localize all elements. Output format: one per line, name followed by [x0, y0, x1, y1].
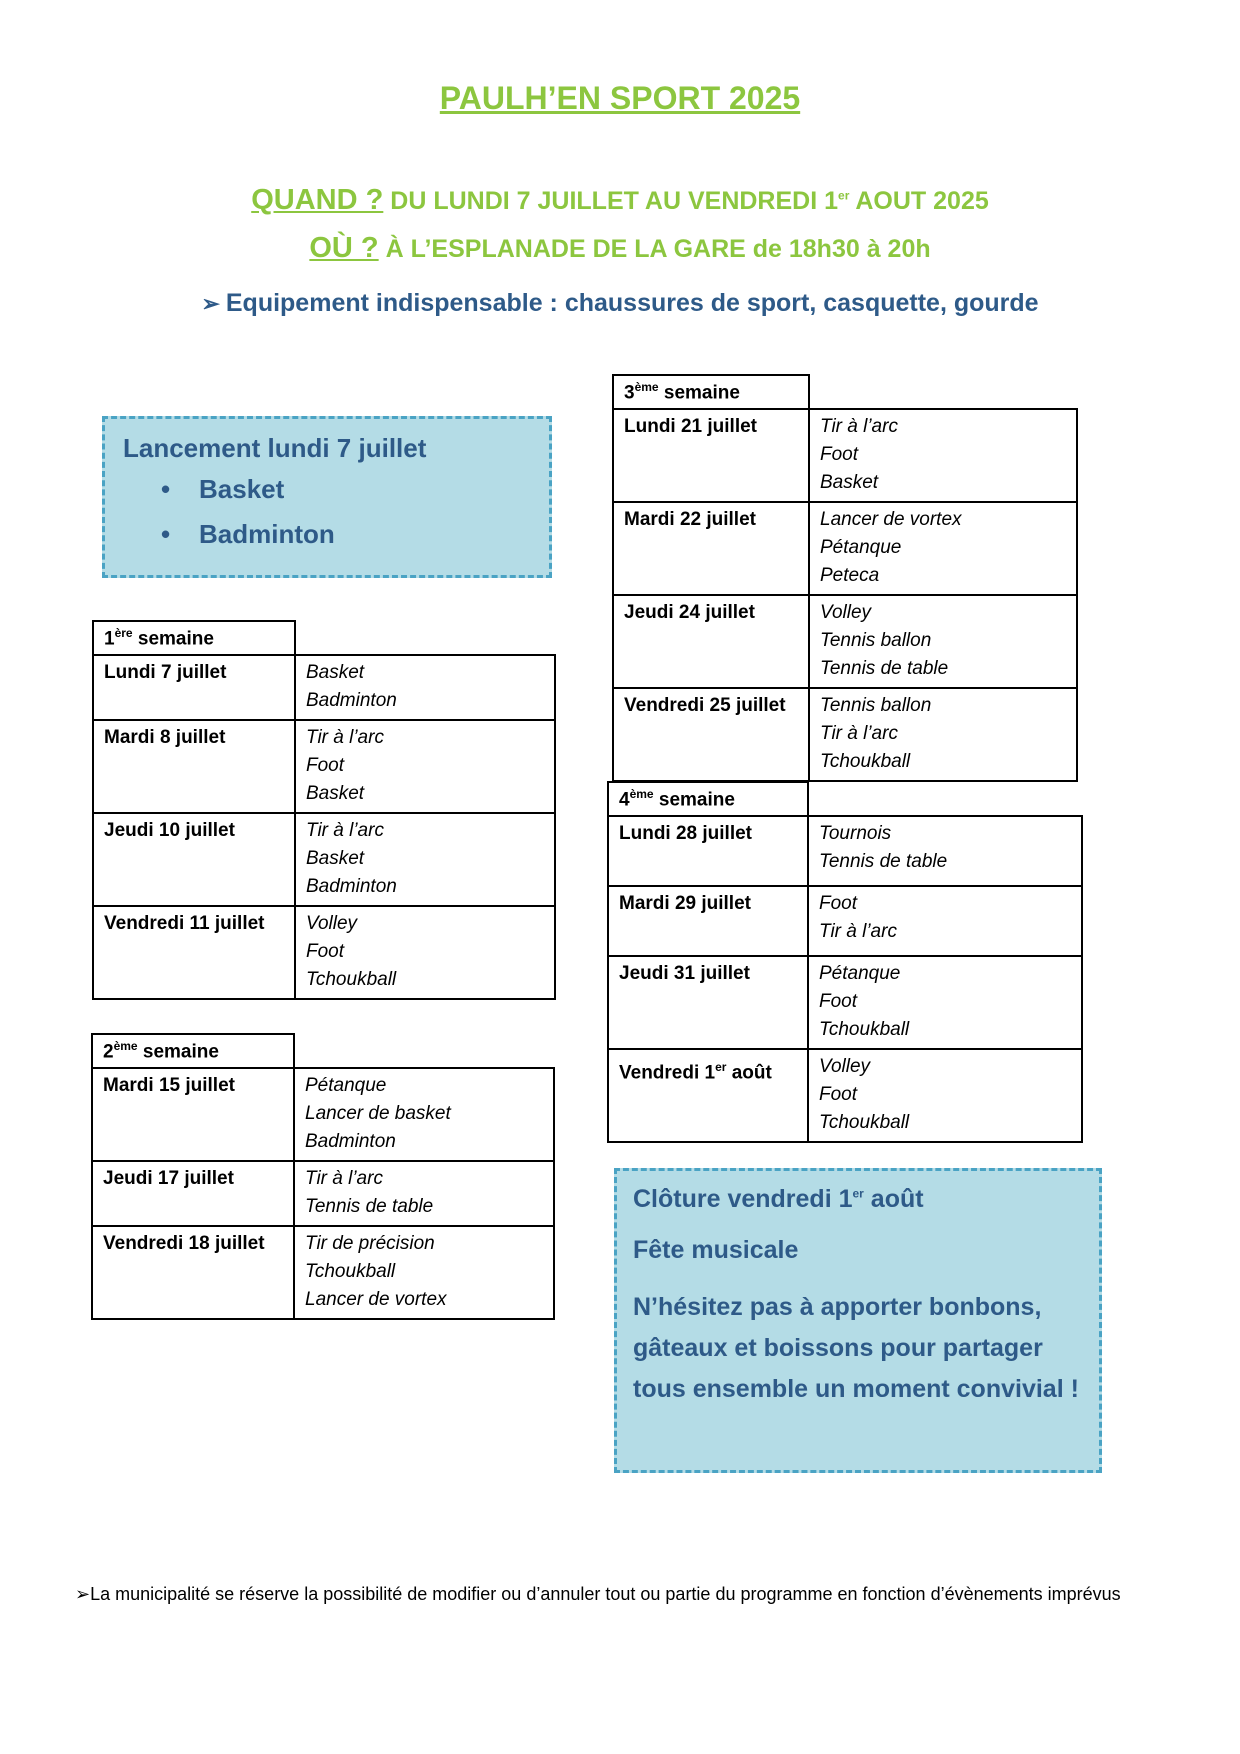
activity-item: Tennis de table [305, 1196, 434, 1217]
activity-item: Tchoukball [820, 751, 911, 772]
table-row [613, 502, 1077, 595]
activity-item: Volley [819, 1056, 871, 1077]
activity-item: Pétanque [819, 963, 901, 984]
launch-callout [102, 416, 552, 578]
closing-subtitle: Fête musicale [633, 1235, 799, 1264]
activity-item: Basket [306, 848, 365, 869]
activities-cell [809, 688, 1077, 781]
activities-cell [295, 906, 555, 999]
activity-item: Foot [819, 1084, 858, 1105]
closing-message: N’hésitez pas à apporter bonbons, gâteaux et boissons pour partager tous ensemble un moment convivial ! [633, 1292, 1079, 1403]
table-row [93, 813, 555, 906]
week-header: 2ème semaine [91, 1033, 295, 1067]
activity-item: Volley [306, 913, 358, 934]
activity-item: Basket [820, 472, 879, 493]
activities-cell [294, 1226, 554, 1319]
day-cell: Vendredi 1er août [608, 1049, 808, 1142]
footer-disclaimer: ➢La municipalité se réserve la possibilité de modifier ou d’annuler tout ou partie du programme en fonction d’évènements imprévus [75, 1584, 1121, 1604]
launch-item: • Basket [161, 474, 285, 504]
closing-callout [614, 1168, 1102, 1473]
activity-item: Badminton [306, 876, 397, 897]
week-4-schedule [607, 781, 1083, 1143]
day-cell: Mardi 15 juillet [92, 1068, 294, 1161]
launch-list [123, 474, 549, 550]
activities-cell [295, 813, 555, 906]
activity-item: Tennis ballon [820, 630, 932, 651]
day-cell: Jeudi 24 juillet [613, 595, 809, 688]
activity-item: Tchoukball [305, 1261, 396, 1282]
activity-item: Lancer de vortex [305, 1289, 447, 1310]
day-cell: Vendredi 11 juillet [93, 906, 295, 999]
table-row [92, 1226, 554, 1319]
week-table [92, 654, 556, 1000]
day-cell: Lundi 7 juillet [93, 655, 295, 720]
activity-item: Tir de précision [305, 1233, 435, 1254]
activity-item: Pétanque [820, 537, 902, 558]
when-line [0, 184, 1240, 217]
week-table [612, 408, 1078, 782]
activity-item: Tir à l’arc [820, 723, 898, 744]
day-cell: Lundi 28 juillet [608, 816, 808, 886]
arrow-bullet-icon: ➢ [201, 291, 220, 316]
activities-cell [295, 655, 555, 720]
activity-item: Tir à l’arc [819, 921, 897, 942]
activity-item: Tchoukball [306, 969, 397, 990]
table-row [608, 1049, 1082, 1142]
activities-cell [808, 956, 1082, 1049]
activity-item: Peteca [820, 565, 880, 586]
activity-item: Tchoukball [819, 1112, 910, 1133]
table-row [608, 816, 1082, 886]
activities-cell [809, 409, 1077, 502]
activity-item: Badminton [306, 690, 397, 711]
activity-item: Tir à l’arc [820, 416, 898, 437]
week-header: 1ère semaine [92, 620, 296, 654]
table-row [92, 1161, 554, 1226]
activity-item: Basket [306, 662, 365, 683]
activity-item: Foot [819, 893, 858, 914]
activity-item: Lancer de basket [305, 1103, 451, 1124]
week-1-schedule [92, 620, 556, 1000]
activity-item: Tennis de table [820, 658, 949, 679]
activities-cell [295, 720, 555, 813]
day-cell: Lundi 21 juillet [613, 409, 809, 502]
activities-cell [808, 816, 1082, 886]
activity-item: Pétanque [305, 1075, 387, 1096]
activity-item: Lancer de vortex [820, 509, 962, 530]
arrow-bullet-icon: ➢ [75, 1584, 91, 1604]
when-question: QUAND ? [251, 184, 384, 216]
table-row [613, 595, 1077, 688]
table-row [613, 688, 1077, 781]
launch-title: Lancement lundi 7 juillet [123, 433, 427, 463]
activity-item: Volley [820, 602, 872, 623]
day-cell: Mardi 8 juillet [93, 720, 295, 813]
activity-item: Foot [819, 991, 858, 1012]
day-cell: Mardi 22 juillet [613, 502, 809, 595]
activity-item: Badminton [305, 1131, 396, 1152]
page-title: PAULH’EN SPORT 2025 [439, 80, 801, 116]
activities-cell [809, 595, 1077, 688]
week-table [607, 815, 1083, 1143]
when-text: DU LUNDI 7 JUILLET AU VENDREDI 1er AOUT 2025 [390, 187, 989, 215]
launch-item: • Badminton [161, 519, 335, 549]
table-row [93, 655, 555, 720]
table-row [93, 906, 555, 999]
day-cell: Vendredi 25 juillet [613, 688, 809, 781]
week-header: 3ème semaine [612, 374, 810, 408]
day-cell: Jeudi 31 juillet [608, 956, 808, 1049]
day-cell: Jeudi 10 juillet [93, 813, 295, 906]
closing-title: Clôture vendredi 1er août [633, 1185, 924, 1213]
day-cell: Mardi 29 juillet [608, 886, 808, 956]
week-header: 4ème semaine [607, 781, 809, 815]
activity-item: Tir à l’arc [305, 1168, 383, 1189]
activity-item: Tir à l’arc [306, 727, 384, 748]
activities-cell [809, 502, 1077, 595]
activity-item: Tennis de table [819, 851, 948, 872]
table-row [93, 720, 555, 813]
equipment-line: ➢ Equipement indispensable : chaussures de sport, casquette, gourde [201, 289, 1039, 317]
activity-item: Tournois [819, 823, 892, 844]
activities-cell [808, 1049, 1082, 1142]
activity-item: Foot [306, 941, 345, 962]
where-text: À L’ESPLANADE DE LA GARE de 18h30 à 20h [385, 235, 931, 263]
activity-item: Foot [820, 444, 859, 465]
activity-item: Foot [306, 755, 345, 776]
week-table [91, 1067, 555, 1320]
week-3-schedule [612, 374, 1078, 782]
activities-cell [808, 886, 1082, 956]
table-row [92, 1068, 554, 1161]
table-row [608, 956, 1082, 1049]
where-line [0, 232, 1240, 265]
where-question: OÙ ? [309, 232, 379, 264]
activity-item: Tir à l’arc [306, 820, 384, 841]
activities-cell [294, 1161, 554, 1226]
week-2-schedule [91, 1033, 555, 1320]
table-row [608, 886, 1082, 956]
day-cell: Jeudi 17 juillet [92, 1161, 294, 1226]
bullet-icon: • [161, 474, 171, 504]
activities-cell [294, 1068, 554, 1161]
activity-item: Basket [306, 783, 365, 804]
day-cell: Vendredi 18 juillet [92, 1226, 294, 1319]
activity-item: Tennis ballon [820, 695, 932, 716]
activity-item: Tchoukball [819, 1019, 910, 1040]
table-row [613, 409, 1077, 502]
bullet-icon: • [161, 519, 171, 549]
